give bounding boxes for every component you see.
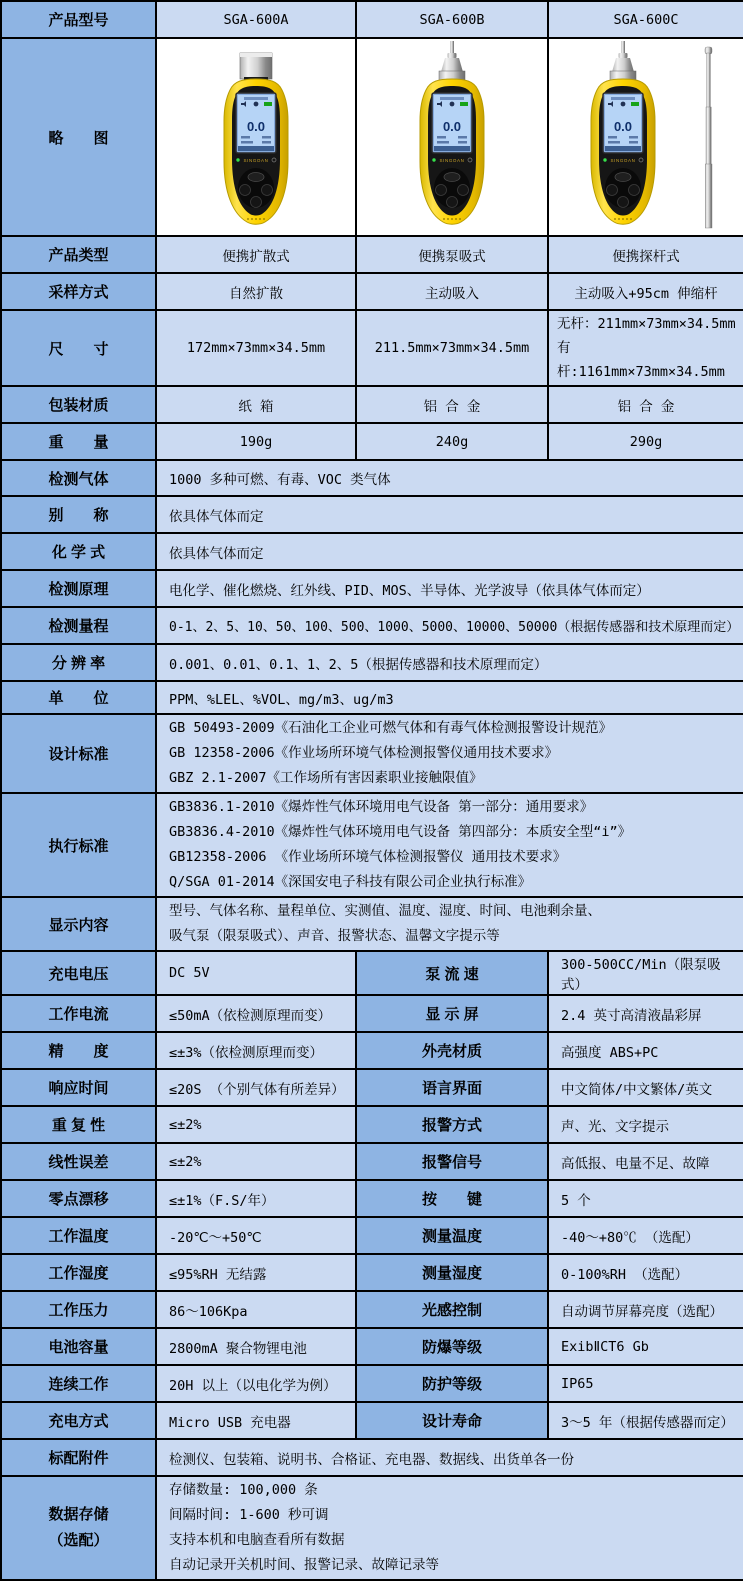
cell-value: 中文简体/中文繁体/英文 [548, 1069, 743, 1106]
standard-line: Q/SGA 01-2014《深国安电子科技有限公司企业执行标准》 [169, 874, 532, 890]
row-label: 测量温度 [356, 1217, 548, 1254]
cell-value: ExibⅡCT6 Gb [548, 1328, 743, 1365]
row-label: 检测气体 [1, 460, 156, 496]
cell-value: 20H 以上（以电化学为例） [156, 1365, 356, 1402]
product-photo-sga600b [356, 38, 548, 236]
cell-value [156, 897, 743, 951]
standard-line: GB3836.4-2010《爆炸性气体环境用电气设备 第四部分：本质安全型“i”》 [169, 824, 632, 840]
storage-line: 间隔时间: 1-600 秒可调 [169, 1507, 329, 1523]
telescopic-probe-icon [705, 47, 712, 228]
row-label: 别 称 [1, 496, 156, 533]
button-cluster [238, 168, 274, 208]
row-label: 防护等级 [356, 1365, 548, 1402]
cell-value: -40～+80℃ （选配） [548, 1217, 743, 1254]
cell-value: 依具体气体而定 [156, 496, 743, 533]
table-row-weight [1, 423, 743, 460]
cell-value: 0-1、2、5、10、50、100、500、1000、5000、10000、50000（根据传感器和技术原理而定） [156, 607, 743, 644]
table-row-detect-gas [1, 460, 743, 496]
gas-detector-illustration-a [186, 41, 326, 233]
storage-line: 自动记录开关机时间、报警记录、故障记录等 [169, 1557, 439, 1573]
table-row-working-pressure-light-control [1, 1291, 743, 1328]
pump-probe-icon [610, 41, 636, 81]
row-label: 工作温度 [1, 1217, 156, 1254]
cell-value: 300-500CC/Min（限泵吸式） [548, 951, 743, 995]
cell-value: 2.4 英寸高清液晶彩屏 [548, 995, 743, 1032]
row-label: 工作湿度 [1, 1254, 156, 1291]
row-label: 报警信号 [356, 1143, 548, 1180]
cell-value: 依具体气体而定 [156, 533, 743, 570]
row-label: 语言界面 [356, 1069, 548, 1106]
product-photo-sga600a [156, 38, 356, 236]
table-row-product-type [1, 236, 743, 273]
row-label: 重 复 性 [1, 1106, 156, 1143]
cell-value: ≤95%RH 无结露 [156, 1254, 356, 1291]
table-row-sampling [1, 273, 743, 310]
standard-line: GB 50493-2009《石油化工企业可燃气体和有毒气体检测报警设计规范》 [169, 720, 613, 736]
table-row-zero-drift-buttons [1, 1180, 743, 1217]
cell-value: 自动调节屏幕亮度（选配） [548, 1291, 743, 1328]
table-row-repeatability-alarm-mode [1, 1106, 743, 1143]
standard-line: GBZ 2.1-2007《工作场所有害因素职业接触限值》 [169, 770, 483, 786]
row-label: 精 度 [1, 1032, 156, 1069]
cell-value: 便携泵吸式 [356, 236, 548, 273]
row-label: 工作电流 [1, 995, 156, 1032]
row-label: 执行标准 [1, 793, 156, 897]
screen-reading: 0.0 [442, 119, 462, 134]
cell-value: IP65 [548, 1365, 743, 1402]
cell-value: PPM、%LEL、%VOL、mg/m3、ug/m3 [156, 681, 743, 714]
status-led [603, 158, 606, 161]
cell-value: 5 个 [548, 1180, 743, 1217]
cell-value: -20℃～+50℃ [156, 1217, 356, 1254]
cell-value [156, 793, 743, 897]
cell-value: 240g [356, 423, 548, 460]
table-row-packing [1, 386, 743, 423]
table-row-battery-explosion-proof [1, 1328, 743, 1365]
table-row-response-time-language [1, 1069, 743, 1106]
cell-value: 190g [156, 423, 356, 460]
brand-text: SINGOAN [610, 158, 636, 163]
row-label: 标配附件 [1, 1439, 156, 1476]
device-screen [603, 93, 643, 153]
table-row-working-temp-measure-temp [1, 1217, 743, 1254]
cell-value: ≤±3%（依检测原理而变） [156, 1032, 356, 1069]
row-label: 充电电压 [1, 951, 156, 995]
model-name-sga600b: SGA-600B [356, 1, 548, 38]
row-label: 包装材质 [1, 386, 156, 423]
storage-line: 支持本机和电脑查看所有数据 [169, 1532, 345, 1548]
table-row-charging-method-design-life [1, 1402, 743, 1439]
row-label: 显示内容 [1, 897, 156, 951]
cell-value: Micro USB 充电器 [156, 1402, 356, 1439]
row-label: 零点漂移 [1, 1180, 156, 1217]
cell-value: 声、光、文字提示 [548, 1106, 743, 1143]
row-label: 检测量程 [1, 607, 156, 644]
row-label-model: 产品型号 [1, 1, 156, 38]
cell-value: DC 5V [156, 951, 356, 995]
cell-value: 290g [548, 423, 743, 460]
row-label: 按 键 [356, 1180, 548, 1217]
button-cluster [434, 168, 470, 208]
product-photo-sga600c [548, 38, 743, 236]
table-row-display-content [1, 897, 743, 951]
cell-value: ≤±2% [156, 1143, 356, 1180]
table-row-exec-standard [1, 793, 743, 897]
cell-value: 高低报、电量不足、故障 [548, 1143, 743, 1180]
table-row-working-current-display [1, 995, 743, 1032]
cell-value: 便携探杆式 [548, 236, 743, 273]
device-screen [432, 93, 472, 153]
row-label: 设计标准 [1, 714, 156, 793]
screen-reading: 0.0 [613, 119, 633, 134]
cell-value: 便携扩散式 [156, 236, 356, 273]
row-label: 单 位 [1, 681, 156, 714]
cell-value: 2800mA 聚合物锂电池 [156, 1328, 356, 1365]
cell-value: ≤20S （个别气体有所差异） [156, 1069, 356, 1106]
standard-line: GB 12358-2006《作业场所环境气体检测报警仪通用技术要求》 [169, 745, 559, 761]
row-label: 尺 寸 [1, 310, 156, 386]
gas-detector-illustration-c [553, 41, 739, 233]
table-row-accessories [1, 1439, 743, 1476]
table-row-design-standard [1, 714, 743, 793]
row-label: 产品类型 [1, 236, 156, 273]
row-label: 线性误差 [1, 1143, 156, 1180]
display-line: 吸气泵（限泵吸式）、声音、报警状态、温馨文字提示等 [169, 928, 500, 944]
cell-value: 3～5 年（根据传感器而定） [548, 1402, 743, 1439]
device-screen [236, 93, 276, 153]
table-row-sketch [1, 38, 743, 236]
cell-value: 纸 箱 [156, 386, 356, 423]
table-row-linearity-alarm-signal [1, 1143, 743, 1180]
row-label: 检测原理 [1, 570, 156, 607]
cell-value: 211.5mm×73mm×34.5mm [356, 310, 548, 386]
storage-label-line: 数据存储 [48, 1506, 109, 1523]
table-row-continuous-work-protection [1, 1365, 743, 1402]
row-label-sketch: 略 图 [1, 38, 156, 236]
dimension-with-rod: 有杆:1161mm×73mm×34.5mm [557, 340, 725, 380]
table-row-alias [1, 496, 743, 533]
model-name-sga600c: SGA-600C [548, 1, 743, 38]
table-row-charging-voltage-pump-flow [1, 951, 743, 995]
row-label: 工作压力 [1, 1291, 156, 1328]
status-led [432, 158, 435, 161]
row-label: 测量湿度 [356, 1254, 548, 1291]
row-label: 防爆等级 [356, 1328, 548, 1365]
row-label: 充电方式 [1, 1402, 156, 1439]
row-label [1, 1476, 156, 1580]
cell-value: 检测仪、包装箱、说明书、合格证、充电器、数据线、出货单各一份 [156, 1439, 743, 1476]
table-row-model [1, 1, 743, 38]
cell-value: 高强度 ABS+PC [548, 1032, 743, 1069]
table-row-working-humidity-measure-humidity [1, 1254, 743, 1291]
cell-value: 172mm×73mm×34.5mm [156, 310, 356, 386]
row-label: 重 量 [1, 423, 156, 460]
table-row-detect-range [1, 607, 743, 644]
standard-line: GB3836.1-2010《爆炸性气体环境用电气设备 第一部分：通用要求》 [169, 799, 594, 815]
row-label: 报警方式 [356, 1106, 548, 1143]
pump-probe-icon [439, 41, 465, 81]
table-row-data-storage [1, 1476, 743, 1580]
cell-value: ≤50mA（依检测原理而变） [156, 995, 356, 1032]
cell-value: 0.001、0.01、0.1、1、2、5（根据传感器和技术原理而定） [156, 644, 743, 681]
cell-value: 主动吸入 [356, 273, 548, 310]
cell-value: 0-100%RH （选配） [548, 1254, 743, 1291]
table-row-resolution [1, 644, 743, 681]
dimension-without-rod: 无杆：211mm×73mm×34.5mm [557, 316, 736, 332]
row-label: 化 学 式 [1, 533, 156, 570]
row-label: 电池容量 [1, 1328, 156, 1365]
cell-value [156, 714, 743, 793]
table-row-accuracy-housing [1, 1032, 743, 1069]
row-label: 外壳材质 [356, 1032, 548, 1069]
row-label: 连续工作 [1, 1365, 156, 1402]
brand-text: SINGOAN [243, 158, 269, 163]
cell-value: 铝 合 金 [548, 386, 743, 423]
row-label: 泵 流 速 [356, 951, 548, 995]
row-label: 显 示 屏 [356, 995, 548, 1032]
table-row-dimensions [1, 310, 743, 386]
row-label: 采样方式 [1, 273, 156, 310]
table-row-detect-principle [1, 570, 743, 607]
screen-reading: 0.0 [246, 119, 266, 134]
model-name-sga600a: SGA-600A [156, 1, 356, 38]
row-label: 响应时间 [1, 1069, 156, 1106]
display-line: 型号、气体名称、量程单位、实测值、温度、湿度、时间、电池剩余量、 [169, 903, 601, 919]
cell-value: 自然扩散 [156, 273, 356, 310]
cell-value: 1000 多种可燃、有毒、VOC 类气体 [156, 460, 743, 496]
cell-value: 铝 合 金 [356, 386, 548, 423]
button-cluster [605, 168, 641, 208]
brand-text: SINGOAN [439, 158, 465, 163]
cell-value [156, 1476, 743, 1580]
cell-value: ≤±2% [156, 1106, 356, 1143]
storage-line: 存储数量: 100,000 条 [169, 1482, 318, 1498]
cell-value: 主动吸入+95cm 伸缩杆 [548, 273, 743, 310]
status-led [236, 158, 239, 161]
row-label: 设计寿命 [356, 1402, 548, 1439]
standard-line: GB12358-2006 《作业场所环境气体检测报警仪 通用技术要求》 [169, 849, 567, 865]
cell-value: ≤±1%（F.S/年） [156, 1180, 356, 1217]
table-row-chemical-formula [1, 533, 743, 570]
cell-value: 86～106Kpa [156, 1291, 356, 1328]
cell-value [548, 310, 743, 386]
gas-detector-illustration-b [382, 41, 522, 233]
row-label: 光感控制 [356, 1291, 548, 1328]
storage-label-line: （选配） [48, 1532, 109, 1549]
table-row-unit [1, 681, 743, 714]
cell-value: 电化学、催化燃烧、红外线、PID、MOS、半导体、光学波导（依具体气体而定） [156, 570, 743, 607]
row-label: 分 辨 率 [1, 644, 156, 681]
